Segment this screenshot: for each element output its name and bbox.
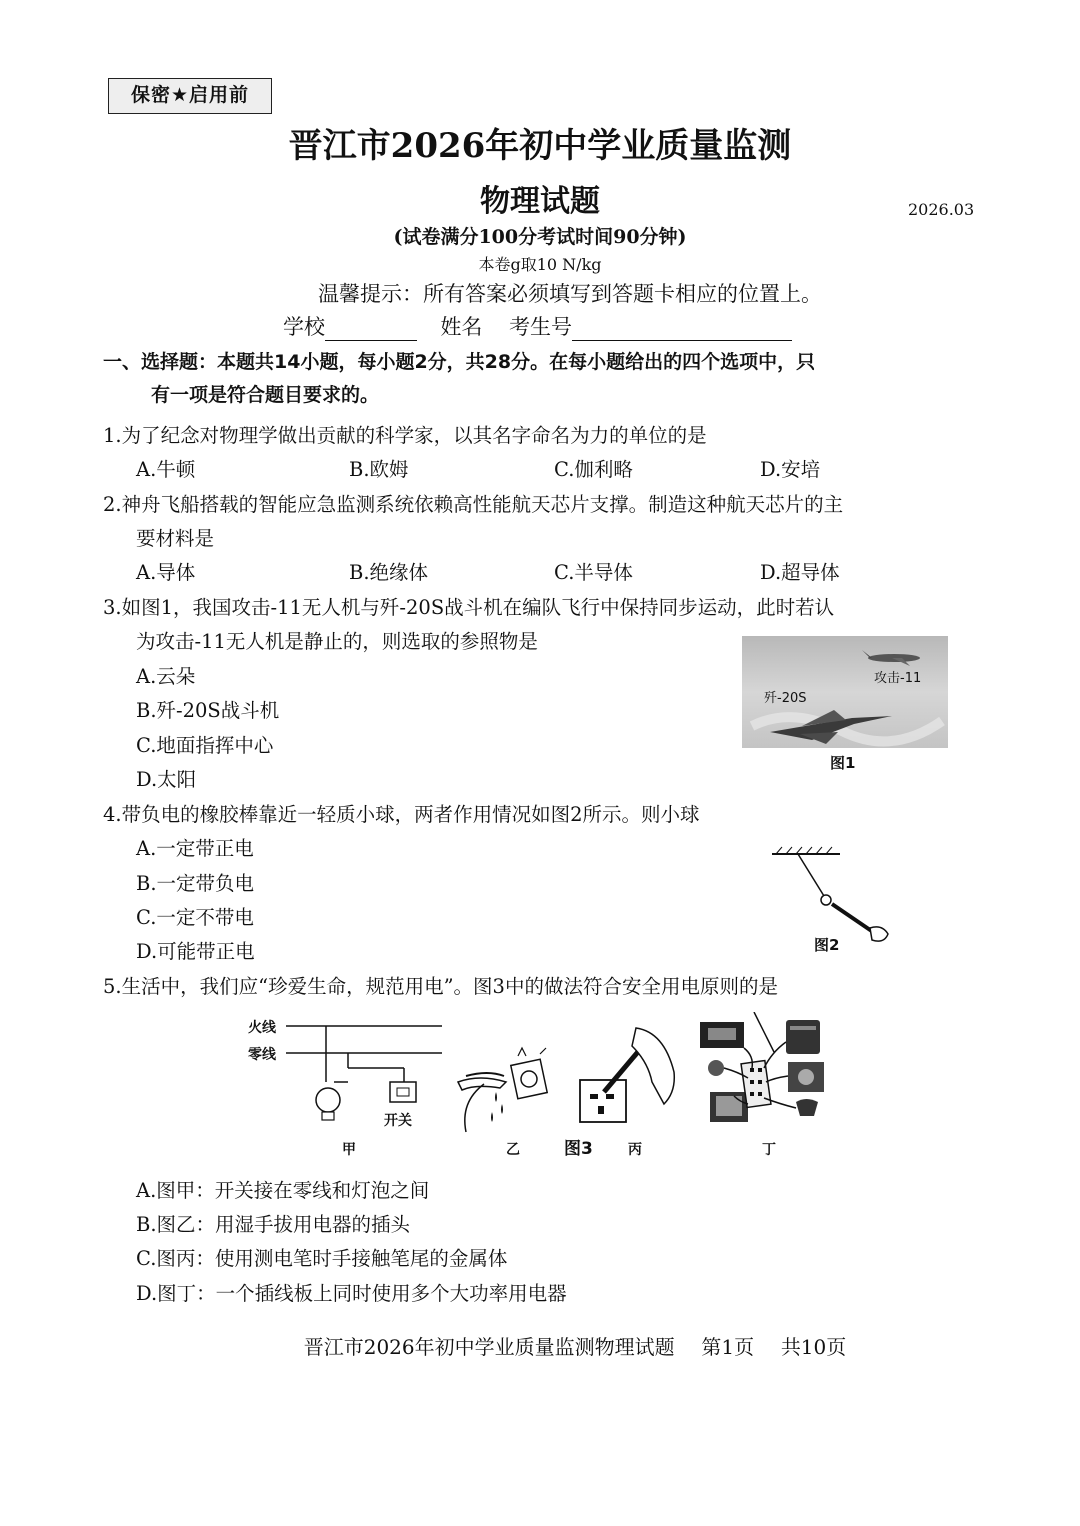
question-1-stem: 1.为了纪念对物理学做出贡献的科学家，以其名字命名为力的单位的是	[103, 424, 707, 447]
label-j20s: 歼-20S	[764, 691, 807, 706]
figure-1-aircraft	[742, 636, 950, 776]
q4-option-d: D.可能带正电	[136, 940, 255, 963]
g-note: 本卷g取10 N/kg	[478, 255, 602, 274]
question-3-stem: 3.如图1，我国攻击-11无人机与歼-20S战斗机在编队飞行中保持同步运动，此时若认	[103, 596, 835, 619]
q4-option-a: A.一定带正电	[136, 837, 254, 860]
light-ball	[821, 895, 831, 905]
confidential-label: 保密★启用前	[108, 78, 272, 114]
subject-title: 物理试题	[480, 184, 600, 219]
yi-label: 乙	[506, 1142, 520, 1158]
socket-bing	[580, 1080, 626, 1122]
power-strip-icon	[741, 1061, 771, 1108]
q3-option-d: D.太阳	[136, 768, 197, 791]
exam-no-blank	[572, 318, 792, 341]
switch-label: 开关	[384, 1113, 412, 1129]
bulb-icon	[316, 1088, 340, 1112]
q2-option-b: B.绝缘体	[349, 561, 429, 584]
q5-option-c: C.图丙：使用测电笔时手接触笔尾的金属体	[136, 1247, 508, 1270]
q5-option-b: B.图乙：用湿手拔用电器的插头	[136, 1213, 411, 1236]
page-footer	[0, 1331, 1080, 1360]
switch-box	[390, 1082, 416, 1102]
q1-option-a: A.牛顿	[136, 458, 196, 481]
hand-icon	[870, 927, 888, 941]
ding-label: 丁	[762, 1142, 776, 1158]
q3-option-c: C.地面指挥中心	[136, 734, 274, 757]
footer-total: 共10页	[780, 1335, 847, 1359]
exam-date: 2026.03	[908, 200, 975, 219]
q1-option-c: C.伽利略	[554, 458, 633, 481]
q5-option-a: A.图甲：开关接在零线和灯泡之间	[136, 1179, 430, 1202]
footer-page: 第1页	[701, 1335, 755, 1359]
label-attack-11: 攻击-11	[874, 671, 922, 686]
question-3-stem-cont: 为攻击-11无人机是静止的，则选取的参照物是	[136, 630, 538, 653]
live-wire-label: 火线	[248, 1020, 276, 1036]
fig1-caption: 图1	[830, 754, 856, 772]
name-label: 姓名	[440, 315, 483, 339]
question-2-stem: 2.神舟飞船搭载的智能应急监测系统依赖高性能航天芯片支撑。制造这种航天芯片的主	[103, 493, 844, 516]
section-heading	[103, 346, 983, 412]
exam-title: 晋江市2026年初中学业质量监测	[288, 126, 792, 166]
figure-3-electricity-safety	[244, 1012, 840, 1168]
exam-info: (试卷满分100分考试时间90分钟)	[393, 226, 687, 248]
exam-no-label: 考生号	[509, 315, 573, 339]
q1-option-b: B.欧姆	[349, 458, 409, 481]
q3-option-b: B.歼-20S战斗机	[136, 699, 280, 722]
fig2-caption: 图2	[814, 936, 840, 954]
fig3-caption: 图3	[564, 1139, 593, 1159]
warm-hint: 温馨提示：所有答案必须填写到答题卡相应的位置上。	[318, 282, 822, 306]
q4-option-b: B.一定带负电	[136, 872, 255, 895]
appliance-5	[796, 1099, 818, 1116]
q2-option-d: D.超导体	[760, 561, 840, 584]
question-4-stem: 4.带负电的橡胶棒靠近一轻质小球，两者作用情况如图2所示。则小球	[103, 803, 700, 826]
q5-option-d: D.图丁：一个插线板上同时使用多个大功率用电器	[136, 1282, 567, 1305]
question-5-stem: 5.生活中，我们应“珍爱生命，规范用电”。图3中的做法符合安全用电原则的是	[103, 975, 778, 998]
footer-title: 晋江市2026年初中学业质量监测物理试题	[303, 1335, 675, 1359]
question-2-stem-cont: 要材料是	[136, 527, 215, 550]
rubber-rod	[832, 904, 876, 934]
school-blank	[325, 318, 417, 341]
thread	[798, 854, 824, 896]
q2-option-a: A.导体	[136, 561, 196, 584]
appliance-4	[708, 1060, 724, 1076]
wet-hand-icon	[466, 1073, 504, 1076]
student-info-line	[283, 311, 792, 341]
neutral-wire-label: 零线	[248, 1047, 276, 1063]
figure-2-pendulum	[766, 842, 896, 960]
q4-option-c: C.一定不带电	[136, 906, 254, 929]
q2-option-c: C.半导体	[554, 561, 633, 584]
school-label: 学校	[283, 315, 325, 339]
jia-label: 甲	[342, 1142, 356, 1158]
q1-option-d: D.安培	[760, 458, 821, 481]
bing-label: 丙	[628, 1142, 642, 1158]
hand-bing	[632, 1028, 674, 1104]
section-line-1: 一、选择题：本题共14小题，每小题2分，共28分。在每小题给出的四个选项中，只	[103, 351, 816, 373]
appliance-2	[786, 1020, 820, 1054]
section-line-2: 有一项是符合题目要求的。	[151, 384, 380, 406]
outlet-yi	[511, 1059, 547, 1098]
q3-option-a: A.云朵	[136, 665, 196, 688]
